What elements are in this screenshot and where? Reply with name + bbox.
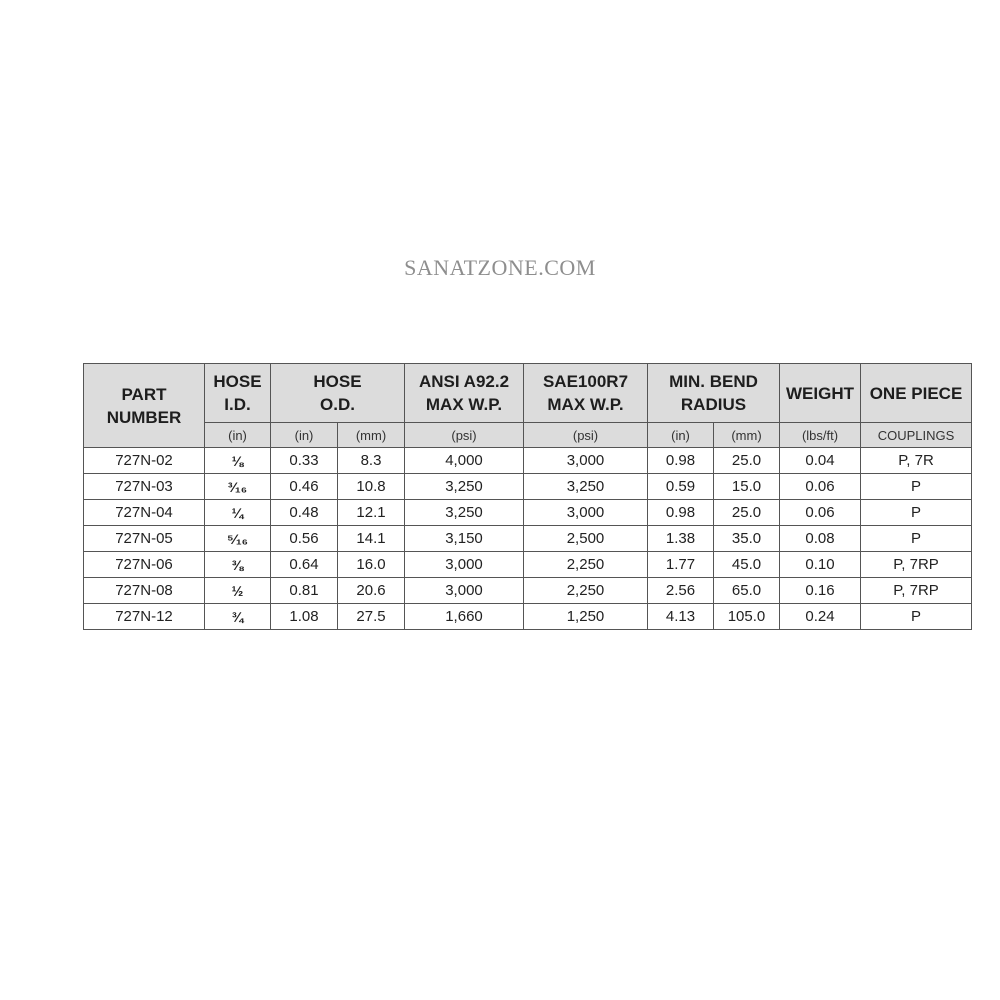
cell-sae-wp: 1,250 xyxy=(524,604,648,630)
cell-part-number: 727N-12 xyxy=(84,604,205,630)
cell-bend-radius-mm: 105.0 xyxy=(714,604,780,630)
cell-couplings: P, 7RP xyxy=(861,578,972,604)
header-hose-id: HOSE I.D. xyxy=(205,364,271,423)
cell-hose-od-mm: 10.8 xyxy=(338,474,405,500)
cell-couplings: P xyxy=(861,474,972,500)
table-row xyxy=(84,604,972,630)
cell-part-number: 727N-06 xyxy=(84,552,205,578)
cell-part-number: 727N-05 xyxy=(84,526,205,552)
cell-couplings: P xyxy=(861,526,972,552)
cell-hose-od-mm: 27.5 xyxy=(338,604,405,630)
table-row xyxy=(84,552,972,578)
cell-ansi-wp: 3,250 xyxy=(405,474,524,500)
cell-ansi-wp: 3,150 xyxy=(405,526,524,552)
cell-bend-radius-in: 0.59 xyxy=(648,474,714,500)
table-row xyxy=(84,474,972,500)
cell-sae-wp: 3,000 xyxy=(524,448,648,474)
unit-cell: (in) xyxy=(205,423,271,448)
header-weight: WEIGHT xyxy=(780,364,861,423)
cell-hose-od-in: 0.48 xyxy=(271,500,338,526)
cell-hose-od-in: 0.81 xyxy=(271,578,338,604)
cell-hose-od-mm: 14.1 xyxy=(338,526,405,552)
cell-bend-radius-mm: 45.0 xyxy=(714,552,780,578)
cell-part-number: 727N-04 xyxy=(84,500,205,526)
cell-ansi-wp: 3,250 xyxy=(405,500,524,526)
cell-couplings: P, 7R xyxy=(861,448,972,474)
cell-hose-id: ⅜ xyxy=(205,552,271,578)
header-one-piece: ONE PIECE xyxy=(861,364,972,423)
cell-hose-id: ⁵⁄₁₆ xyxy=(205,526,271,552)
cell-bend-radius-in: 1.38 xyxy=(648,526,714,552)
cell-hose-id: ³⁄₁₆ xyxy=(205,474,271,500)
header-part-number: PART NUMBER xyxy=(84,364,205,448)
cell-weight: 0.06 xyxy=(780,500,861,526)
cell-bend-radius-mm: 15.0 xyxy=(714,474,780,500)
cell-hose-od-mm: 8.3 xyxy=(338,448,405,474)
cell-hose-od-in: 0.56 xyxy=(271,526,338,552)
table-row xyxy=(84,500,972,526)
unit-cell: (in) xyxy=(648,423,714,448)
cell-hose-id: ½ xyxy=(205,578,271,604)
unit-cell: (lbs/ft) xyxy=(780,423,861,448)
cell-bend-radius-in: 2.56 xyxy=(648,578,714,604)
cell-couplings: P xyxy=(861,604,972,630)
units-row xyxy=(84,423,972,448)
cell-sae-wp: 3,250 xyxy=(524,474,648,500)
table-row xyxy=(84,526,972,552)
cell-bend-radius-mm: 25.0 xyxy=(714,448,780,474)
cell-part-number: 727N-03 xyxy=(84,474,205,500)
unit-cell: (in) xyxy=(271,423,338,448)
cell-hose-od-mm: 20.6 xyxy=(338,578,405,604)
cell-weight: 0.04 xyxy=(780,448,861,474)
cell-hose-od-mm: 12.1 xyxy=(338,500,405,526)
table-row xyxy=(84,578,972,604)
cell-bend-radius-mm: 65.0 xyxy=(714,578,780,604)
cell-bend-radius-in: 1.77 xyxy=(648,552,714,578)
cell-part-number: 727N-08 xyxy=(84,578,205,604)
cell-sae-wp: 2,500 xyxy=(524,526,648,552)
unit-cell: (psi) xyxy=(524,423,648,448)
cell-hose-id: ¾ xyxy=(205,604,271,630)
cell-ansi-wp: 1,660 xyxy=(405,604,524,630)
table-row xyxy=(84,448,972,474)
cell-weight: 0.24 xyxy=(780,604,861,630)
header-min-bend-radius: MIN. BEND RADIUS xyxy=(648,364,780,423)
unit-cell: COUPLINGS xyxy=(861,423,972,448)
cell-hose-od-in: 0.64 xyxy=(271,552,338,578)
cell-sae-wp: 3,000 xyxy=(524,500,648,526)
cell-bend-radius-in: 4.13 xyxy=(648,604,714,630)
cell-weight: 0.16 xyxy=(780,578,861,604)
cell-sae-wp: 2,250 xyxy=(524,578,648,604)
cell-ansi-wp: 3,000 xyxy=(405,552,524,578)
cell-ansi-wp: 4,000 xyxy=(405,448,524,474)
cell-hose-od-in: 1.08 xyxy=(271,604,338,630)
header-row xyxy=(84,364,972,423)
cell-bend-radius-mm: 25.0 xyxy=(714,500,780,526)
cell-weight: 0.06 xyxy=(780,474,861,500)
cell-sae-wp: 2,250 xyxy=(524,552,648,578)
cell-hose-od-in: 0.46 xyxy=(271,474,338,500)
cell-bend-radius-in: 0.98 xyxy=(648,448,714,474)
hose-spec-table xyxy=(83,363,972,630)
cell-weight: 0.10 xyxy=(780,552,861,578)
cell-couplings: P, 7RP xyxy=(861,552,972,578)
cell-part-number: 727N-02 xyxy=(84,448,205,474)
header-ansi-max-wp: ANSI A92.2 MAX W.P. xyxy=(405,364,524,423)
cell-ansi-wp: 3,000 xyxy=(405,578,524,604)
header-hose-od: HOSE O.D. xyxy=(271,364,405,423)
cell-bend-radius-in: 0.98 xyxy=(648,500,714,526)
cell-weight: 0.08 xyxy=(780,526,861,552)
cell-couplings: P xyxy=(861,500,972,526)
unit-cell: (mm) xyxy=(714,423,780,448)
cell-bend-radius-mm: 35.0 xyxy=(714,526,780,552)
unit-cell: (psi) xyxy=(405,423,524,448)
cell-hose-id: ⅛ xyxy=(205,448,271,474)
watermark: SANATZONE.COM xyxy=(404,255,596,280)
cell-hose-od-in: 0.33 xyxy=(271,448,338,474)
header-sae-max-wp: SAE100R7 MAX W.P. xyxy=(524,364,648,423)
unit-cell: (mm) xyxy=(338,423,405,448)
cell-hose-od-mm: 16.0 xyxy=(338,552,405,578)
cell-hose-id: ¼ xyxy=(205,500,271,526)
